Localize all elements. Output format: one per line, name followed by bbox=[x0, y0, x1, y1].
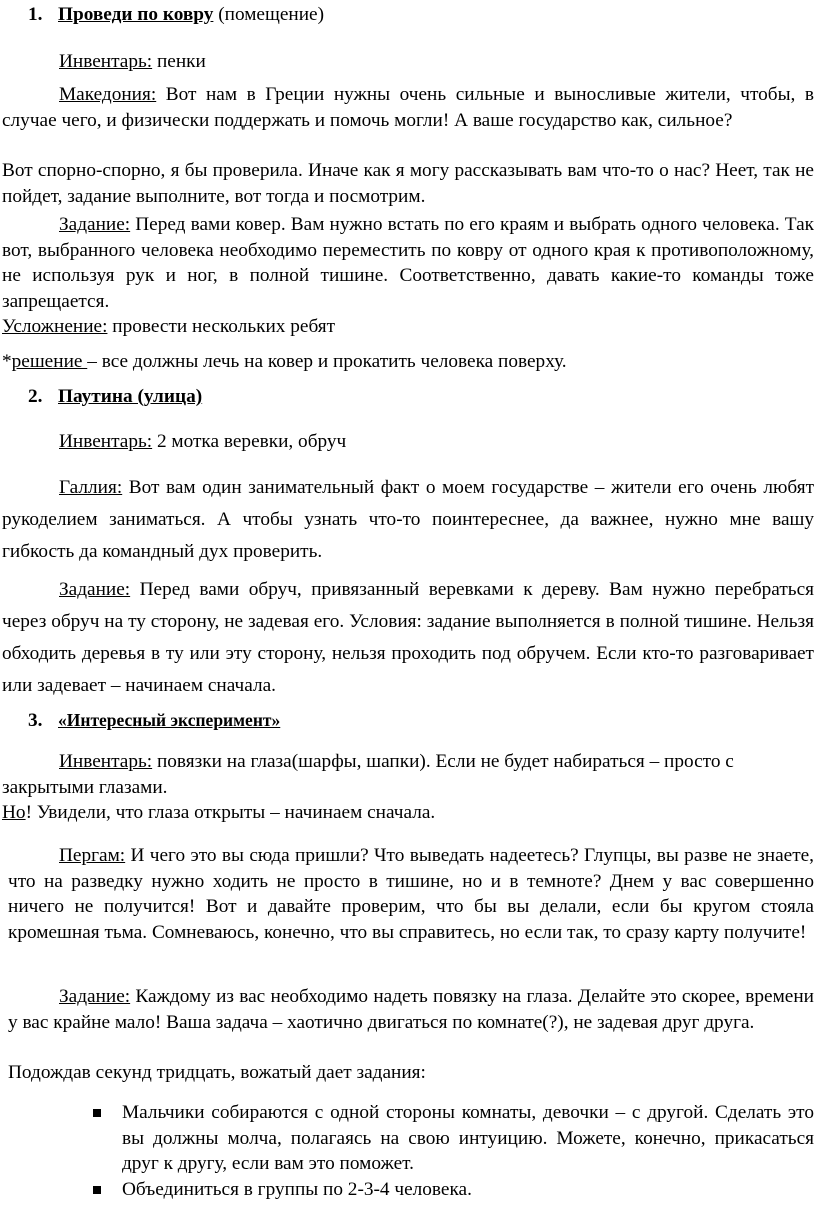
section-1-inventory bbox=[2, 49, 814, 75]
section-1-speaker-paragraph-2: Вот спорно-спорно, я бы проверила. Иначе как я могу рассказывать вам что-то о нас? Неет, так не пойдет, задание выполните, вот тогда и посмотрим. bbox=[2, 160, 814, 207]
section-1-heading bbox=[28, 2, 814, 28]
section-1-task-text: Перед вами ковер. Вам нужно встать по его краям и выбрать одного человека. Так вот, выбранного человека необходимо переместить по ковру от одного края к противоположному, не используя рук и ног, в полной тишине. Соответственно, давать какие-то команды тоже запрещается. bbox=[2, 214, 814, 312]
section-2-speaker-paragraph bbox=[2, 472, 814, 568]
section-3-number: 3. bbox=[28, 710, 43, 731]
section-1-inventory-label: Инвентарь: bbox=[59, 51, 153, 72]
section-2-title: Паутина (улица) bbox=[58, 386, 203, 407]
square-bullet-icon bbox=[93, 1186, 101, 1194]
section-3-speaker-label: Пергам: bbox=[59, 845, 126, 866]
section-1-subtitle: (помещение) bbox=[213, 4, 325, 25]
section-3-task-paragraph-2: Подождав секунд тридцать, вожатый дает задания: bbox=[8, 1062, 426, 1083]
section-1-solution-label: решение bbox=[11, 351, 88, 372]
section-1-speaker-label: Македония: bbox=[59, 84, 157, 105]
section-2-inventory-label: Инвентарь: bbox=[59, 431, 153, 452]
section-3-task-paragraph bbox=[8, 984, 814, 1035]
section-1-complication-text: провести нескольких ребят bbox=[107, 316, 336, 337]
bullet-text: Объединиться в группы по 2-3-4 человека. bbox=[122, 1178, 472, 1200]
section-3-but-label: Но bbox=[2, 802, 26, 823]
section-2-inventory-text: 2 мотка веревки, обруч bbox=[152, 431, 347, 452]
list-item bbox=[90, 1177, 814, 1203]
section-3-inventory-text: повязки на глаза(шарфы, шапки). Если не будет набираться – просто с закрытыми глазами. bbox=[2, 751, 734, 798]
section-3-warning bbox=[2, 800, 814, 826]
section-3-inventory-label: Инвентарь: bbox=[59, 751, 153, 772]
section-1-speaker-paragraph bbox=[2, 82, 814, 133]
section-2-speaker-text: Вот вам один занимательный факт о моем государстве – жители его очень любят рукоделием заниматься. А чтобы узнать что-то поинтереснее, да важнее, нужно мне вашу гибкость да командный дух проверить. bbox=[2, 477, 814, 562]
section-1-solution bbox=[2, 349, 814, 375]
section-3-speaker-paragraph bbox=[8, 843, 814, 945]
section-3-task-label: Задание: bbox=[59, 986, 131, 1007]
section-1-speaker-text: Вот нам в Греции нужны очень сильные и выносливые жители, чтобы, в случае чего, и физически поддержать и помочь могли! А ваше государство как, сильное? bbox=[2, 84, 814, 131]
section-1-complication bbox=[2, 314, 814, 340]
section-2-inventory bbox=[2, 429, 814, 455]
section-1-solution-star: * bbox=[2, 351, 12, 372]
section-3-speaker-text: И чего это вы сюда пришли? Что выведать надеетесь? Глупцы, вы разве не знаете, что на разведку нужно ходить не просто в тишине, но и в темноте? Днем у вас совершенно ничего не получится! Вот и давайте проверим, что бы вы делали, если бы кругом стояла кромешная тьма. Сомневаюсь, конечно, что вы справитесь, но если так, то сразу карту получите! bbox=[8, 845, 814, 943]
section-1-task-label: Задание: bbox=[59, 214, 131, 235]
section-2-number: 2. bbox=[28, 386, 43, 407]
section-2-task-text: Перед вами обруч, привязанный веревками к дереву. Вам нужно перебраться через обруч на ту сторону, не задевая его. Условия: задание выполняется в полной тишине. Нельзя обходить деревья в ту или эту сторону, нельзя проходить под обручем. Если кто-то разговаривает или задевает – начинаем сначала. bbox=[2, 579, 814, 696]
section-1-complication-label: Усложнение: bbox=[2, 316, 108, 337]
section-3-but-text: ! Увидели, что глаза открыты – начинаем сначала. bbox=[25, 802, 436, 823]
section-3-inventory bbox=[2, 749, 814, 800]
list-item bbox=[90, 1100, 814, 1177]
section-1-inventory-text: пенки bbox=[152, 51, 206, 72]
section-3-title: «Интересный эксперимент» bbox=[58, 710, 281, 730]
section-2-task-paragraph bbox=[2, 574, 814, 702]
section-3-task-text: Каждому из вас необходимо надеть повязку на глаза. Делайте это скорее, времени у вас крайне мало! Ваша задача – хаотично двигаться по комнате(?), не задевая друг друга. bbox=[8, 986, 814, 1033]
section-2-heading bbox=[28, 384, 814, 410]
section-1-task-paragraph bbox=[2, 212, 814, 314]
section-2-speaker-label: Галлия: bbox=[59, 477, 123, 498]
section-1-solution-text: – все должны лечь на ковер и прокатить человека поверху. bbox=[87, 351, 567, 372]
section-2-task-label: Задание: bbox=[59, 579, 131, 600]
bullet-text: Мальчики собираются с одной стороны комнаты, девочки – с другой. Сделать это вы должны молча, полагаясь на свою интуицию. Можете, конечно, прикасаться друг к другу, если вам это поможет. bbox=[122, 1102, 814, 1174]
section-1-title: Проведи по ковру bbox=[58, 4, 214, 25]
section-3-heading bbox=[28, 708, 814, 734]
square-bullet-icon bbox=[93, 1109, 101, 1117]
section-3-bullet-list bbox=[90, 1100, 814, 1202]
section-1-number: 1. bbox=[28, 4, 43, 25]
